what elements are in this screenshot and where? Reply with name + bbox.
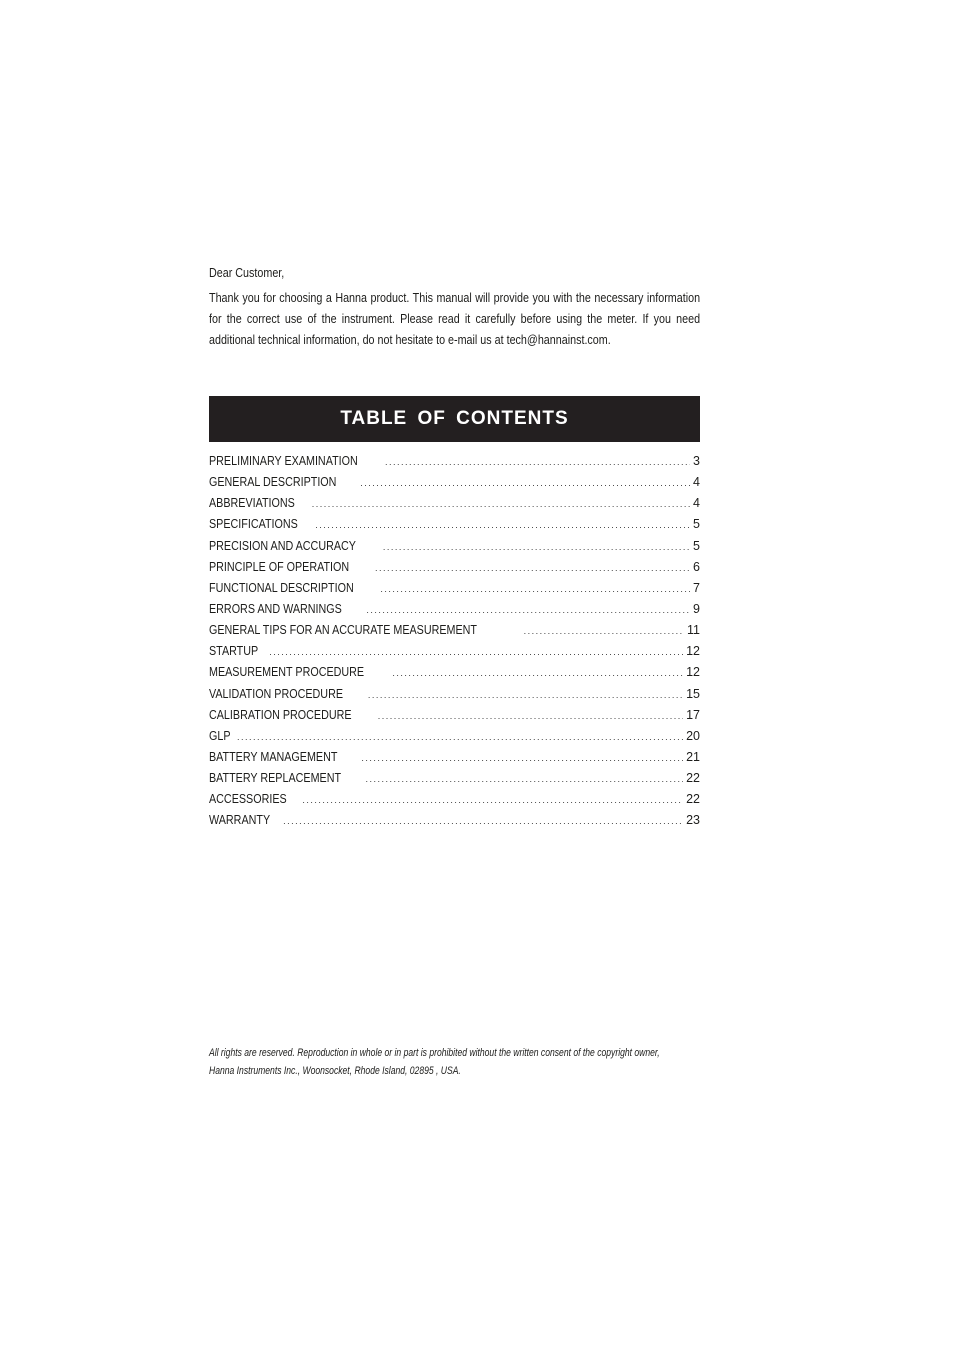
toc-entry[interactable] xyxy=(209,620,700,641)
toc-entry[interactable] xyxy=(209,493,700,514)
toc-entry-label: MEASUREMENT PROCEDURE xyxy=(209,665,365,680)
toc-entry-label: GENERAL TIPS FOR AN ACCURATE MEASUREMENT xyxy=(209,623,478,638)
toc-entry-label: SPECIFICATIONS xyxy=(209,517,298,532)
toc-leader-dots xyxy=(383,537,690,558)
copyright-line-2: Hanna Instruments Inc., Woonsocket, Rhode Island, 02895 , USA. xyxy=(209,1065,461,1077)
toc-entry[interactable] xyxy=(209,684,700,705)
toc-entry[interactable] xyxy=(209,747,700,768)
toc-entry-label: BATTERY MANAGEMENT xyxy=(209,749,338,764)
toc-leader-dots xyxy=(237,727,683,748)
toc-entry-label: BATTERY REPLACEMENT xyxy=(209,771,342,786)
toc-entry[interactable] xyxy=(209,514,700,535)
toc-entry-label: WARRANTY xyxy=(209,813,271,828)
greeting: Dear Customer, xyxy=(209,266,285,280)
toc-entry-page: 6 xyxy=(693,559,700,574)
toc-entry-page: 22 xyxy=(686,771,700,786)
toc-entry-label: STARTUP xyxy=(209,644,259,659)
toc-entry[interactable] xyxy=(209,705,700,726)
toc-leader-dots xyxy=(361,748,683,769)
toc-entry[interactable] xyxy=(209,536,700,557)
toc-entry-page: 5 xyxy=(693,538,700,553)
toc-leader-dots xyxy=(360,473,690,494)
toc-list xyxy=(209,451,700,832)
toc-entry[interactable] xyxy=(209,578,700,599)
toc-entry-label: PRELIMINARY EXAMINATION xyxy=(209,454,358,468)
toc-entry-page: 7 xyxy=(693,580,700,595)
toc-entry[interactable] xyxy=(209,810,700,831)
intro-paragraph: Thank you for choosing a Hanna product. This manual will provide you with the necessary information for the correct use of the instrument. Please read it carefully before using the meter. If you need additional technical information, do not hesitate to e-mail us at tech@hannainst.com. xyxy=(209,291,701,347)
toc-entry[interactable] xyxy=(209,451,700,472)
toc-entry-page: 17 xyxy=(686,707,700,722)
toc-entry-label: VALIDATION PROCEDURE xyxy=(209,686,343,701)
copyright-notice xyxy=(209,1044,700,1080)
toc-entry-page: 20 xyxy=(686,728,700,743)
toc-leader-dots xyxy=(302,790,683,811)
toc-entry-label: ACCESSORIES xyxy=(209,792,287,807)
toc-entry-label: GENERAL DESCRIPTION xyxy=(209,475,337,490)
toc-leader-dots xyxy=(283,811,683,832)
toc-leader-dots xyxy=(312,494,690,515)
toc-entry-page: 12 xyxy=(686,644,700,659)
toc-leader-dots xyxy=(524,621,684,642)
toc-leader-dots xyxy=(375,558,690,579)
toc-entry-page: 23 xyxy=(686,813,700,828)
toc-entry-page: 4 xyxy=(693,496,700,511)
toc-header xyxy=(209,396,700,442)
toc-title: TABLE OF CONTENTS xyxy=(340,408,569,429)
toc-leader-dots xyxy=(378,706,683,727)
toc-leader-dots xyxy=(366,600,690,621)
toc-entry-page: 15 xyxy=(686,686,700,701)
copyright-line-1: All rights are reserved. Reproduction in whole or in part is prohibited without the written consent of the copyright owner, xyxy=(209,1047,660,1059)
toc-entry-label: PRECISION AND ACCURACY xyxy=(209,538,356,553)
toc-entry-page: 4 xyxy=(693,475,700,490)
toc-entry-page: 5 xyxy=(693,517,700,532)
toc-entry-page: 22 xyxy=(686,792,700,807)
toc-entry-label: ERRORS AND WARNINGS xyxy=(209,601,342,616)
toc-leader-dots xyxy=(368,685,683,706)
toc-leader-dots xyxy=(380,579,690,600)
toc-entry-page: 12 xyxy=(686,665,700,680)
toc-leader-dots xyxy=(392,663,683,684)
toc-entry-page: 11 xyxy=(687,623,700,638)
toc-entry-label: ABBREVIATIONS xyxy=(209,496,295,511)
toc-entry-label: GLP xyxy=(209,728,231,743)
toc-entry-label: FUNCTIONAL DESCRIPTION xyxy=(209,580,354,595)
toc-entry-label: PRINCIPLE OF OPERATION xyxy=(209,559,350,574)
toc-entry[interactable] xyxy=(209,789,700,810)
toc-entry[interactable] xyxy=(209,599,700,620)
toc-entry[interactable] xyxy=(209,641,700,662)
toc-entry[interactable] xyxy=(209,726,700,747)
toc-leader-dots xyxy=(385,452,690,473)
toc-entry[interactable] xyxy=(209,768,700,789)
toc-entry-page: 9 xyxy=(693,601,700,616)
toc-leader-dots xyxy=(269,642,683,663)
toc-entry-page: 3 xyxy=(693,454,700,468)
toc-entry[interactable] xyxy=(209,557,700,578)
toc-leader-dots xyxy=(315,515,690,536)
toc-entry[interactable] xyxy=(209,662,700,683)
toc-leader-dots xyxy=(366,769,684,790)
toc-entry-label: CALIBRATION PROCEDURE xyxy=(209,707,352,722)
toc-entry[interactable] xyxy=(209,472,700,493)
toc-entry-page: 21 xyxy=(686,749,700,764)
